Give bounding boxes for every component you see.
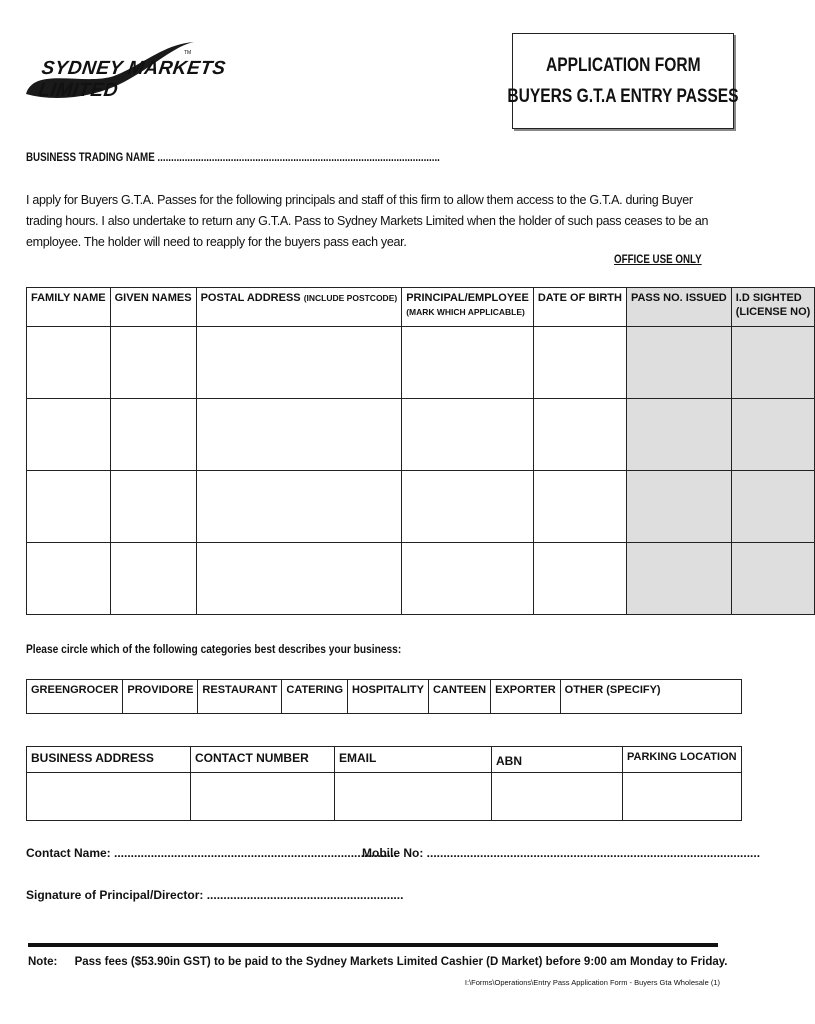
company-logo xyxy=(24,36,264,106)
given-names-cell[interactable] xyxy=(110,471,196,543)
business-details-table xyxy=(26,746,742,821)
date-of-birth-cell[interactable] xyxy=(533,327,626,399)
business-details-input-row xyxy=(27,773,742,821)
postal-address-cell[interactable] xyxy=(196,399,402,471)
principal-employee-cell[interactable] xyxy=(402,543,534,615)
note-text: Pass fees ($53.90in GST) to be paid to the Sydney Markets Limited Cashier (D Market) before 9:00 am Monday to Friday. xyxy=(74,956,728,968)
table-row xyxy=(27,471,815,543)
col-contact-number: CONTACT NUMBER xyxy=(191,747,335,773)
family-name-cell[interactable] xyxy=(27,399,111,471)
footer-divider xyxy=(28,943,718,947)
categories-row xyxy=(27,680,742,714)
business-details-header-row xyxy=(27,747,742,773)
principal-employee-cell[interactable] xyxy=(402,399,534,471)
pass-no-cell xyxy=(626,471,731,543)
id-sighted-cell xyxy=(731,327,815,399)
parking-location-cell[interactable] xyxy=(623,773,742,821)
col-abn: ABN xyxy=(492,747,623,773)
family-name-cell[interactable] xyxy=(27,471,111,543)
office-use-only-label: OFFICE USE ONLY xyxy=(614,254,702,266)
principal-employee-cell[interactable] xyxy=(402,471,534,543)
col-principal-sublabel: (MARK WHICH APPLICABLE) xyxy=(406,307,525,317)
col-id-label: I.D SIGHTED xyxy=(735,292,802,304)
given-names-cell[interactable] xyxy=(110,543,196,615)
col-family-name-label: FAMILY NAME xyxy=(31,292,106,304)
given-names-cell[interactable] xyxy=(110,399,196,471)
col-pass-label: PASS NO. ISSUED xyxy=(630,292,727,304)
col-family-name xyxy=(27,288,111,327)
category-restaurant[interactable]: RESTAURANT xyxy=(198,680,282,714)
table-row xyxy=(27,399,815,471)
col-given-names xyxy=(110,288,196,327)
date-of-birth-cell[interactable] xyxy=(533,543,626,615)
intro-paragraph: I apply for Buyers G.T.A. Passes for the following principals and staff of this firm to allow them access to the G.T.A. during Buyer trading hours. I also undertake to return any G.T.A. Pass to Sydney Markets Limited when the holder of such pass ceases to be an employee. The holder will need to reapply for the buyers pass each year. xyxy=(26,193,709,249)
pass-no-cell xyxy=(626,327,731,399)
postal-address-cell[interactable] xyxy=(196,327,402,399)
category-greengrocer[interactable]: GREENGROCER xyxy=(27,680,123,714)
col-id-sighted xyxy=(731,288,815,327)
given-names-cell[interactable] xyxy=(110,327,196,399)
col-email: EMAIL xyxy=(335,747,492,773)
category-hospitality[interactable]: HOSPITALITY xyxy=(348,680,429,714)
col-date-of-birth xyxy=(533,288,626,327)
id-sighted-cell xyxy=(731,471,815,543)
category-catering[interactable]: CATERING xyxy=(282,680,348,714)
col-postal-address xyxy=(196,288,402,327)
form-title: APPLICATION FORM xyxy=(545,55,701,76)
postal-address-cell[interactable] xyxy=(196,471,402,543)
file-path-footer: I:\Forms\Operations\Entry Pass Application Form - Buyers Gta Wholesale (1) xyxy=(464,978,720,987)
id-sighted-cell xyxy=(731,543,815,615)
fee-note xyxy=(28,956,728,968)
logo-trademark: TM xyxy=(184,50,192,56)
id-sighted-cell xyxy=(731,399,815,471)
col-postal-address-label: POSTAL ADDRESS xyxy=(200,292,301,304)
col-principal-employee xyxy=(402,288,534,327)
category-canteen[interactable]: CANTEEN xyxy=(428,680,490,714)
email-cell[interactable] xyxy=(335,773,492,821)
col-business-address: BUSINESS ADDRESS xyxy=(27,747,191,773)
business-trading-name-field[interactable]: BUSINESS TRADING NAME ........................................................................................................ xyxy=(26,152,440,164)
contact-number-cell[interactable] xyxy=(191,773,335,821)
logo-wordmark: SYDNEY MARKETS LIMITED xyxy=(37,58,228,101)
categories-prompt: Please circle which of the following categories best describes your business: xyxy=(26,642,402,656)
col-dob-label: DATE OF BIRTH xyxy=(537,292,622,304)
date-of-birth-cell[interactable] xyxy=(533,471,626,543)
category-providore[interactable]: PROVIDORE xyxy=(123,680,198,714)
category-other[interactable]: OTHER (SPECIFY) xyxy=(560,680,741,714)
category-exporter[interactable]: EXPORTER xyxy=(491,680,561,714)
col-id-sublabel: (LICENSE NO) xyxy=(735,306,811,318)
form-subtitle: BUYERS G.T.A ENTRY PASSES xyxy=(507,86,739,107)
table-row xyxy=(27,543,815,615)
family-name-cell[interactable] xyxy=(27,543,111,615)
col-parking-location: PARKING LOCATION xyxy=(623,747,742,773)
family-name-cell[interactable] xyxy=(27,327,111,399)
date-of-birth-cell[interactable] xyxy=(533,399,626,471)
table-row xyxy=(27,327,815,399)
col-principal-label: PRINCIPAL/EMPLOYEE xyxy=(406,292,529,304)
mobile-number-field[interactable]: Mobile No: .................................................................................................... xyxy=(362,846,761,860)
staff-table-header-row xyxy=(27,288,815,327)
postal-address-cell[interactable] xyxy=(196,543,402,615)
categories-table xyxy=(26,679,742,714)
note-label: Note: xyxy=(28,956,58,968)
col-pass-no-issued xyxy=(626,288,731,327)
pass-no-cell xyxy=(626,543,731,615)
contact-name-field[interactable]: Contact Name: ..................................................................................... xyxy=(26,846,398,860)
col-postal-address-sublabel: (INCLUDE POSTCODE) xyxy=(303,293,398,303)
signature-field[interactable]: Signature of Principal/Director: ........................................................... xyxy=(26,888,404,902)
principal-employee-cell[interactable] xyxy=(402,327,534,399)
pass-no-cell xyxy=(626,399,731,471)
business-address-cell[interactable] xyxy=(27,773,191,821)
form-title-box xyxy=(507,33,739,129)
abn-cell[interactable] xyxy=(492,773,623,821)
staff-table xyxy=(26,287,815,615)
col-given-names-label: GIVEN NAMES xyxy=(114,292,192,304)
